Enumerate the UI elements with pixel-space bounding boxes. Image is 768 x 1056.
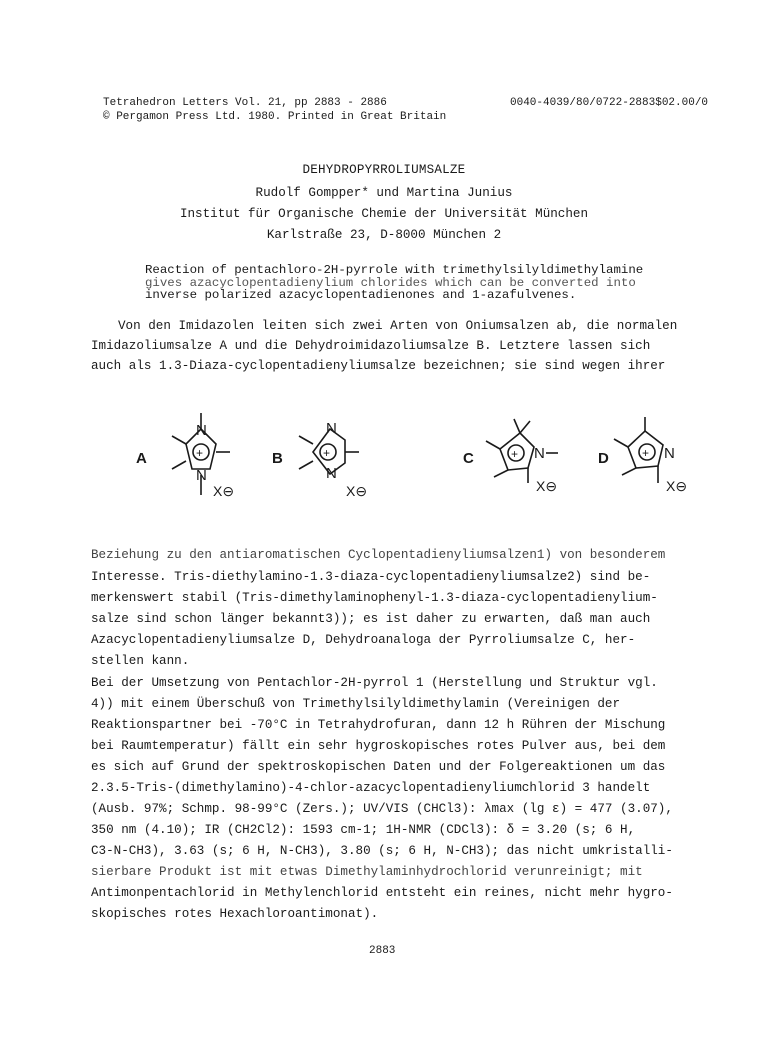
- institution: Institut für Organische Chemie der Universität München: [179, 207, 589, 221]
- article-code: 0040-4039/80/0722-2883$02.00/0: [510, 97, 709, 109]
- address: Karlstraße 23, D-8000 München 2: [266, 228, 502, 242]
- label-a: A: [136, 450, 147, 467]
- journal-line: Tetrahedron Letters Vol. 21, pp 2883 - 2886: [103, 97, 387, 109]
- paper-title: DEHYDROPYRROLIUMSALZE: [302, 163, 466, 177]
- atom-n: N: [196, 422, 207, 439]
- publisher-line: © Pergamon Press Ltd. 1980. Printed in Great Britain: [103, 111, 447, 123]
- body-line: merkenswert stabil (Tris-dimethylaminophenyl-1.3-diaza-cyclopentadienylium-: [91, 591, 658, 605]
- body-line: C3-N-CH3), 3.63 (s; 6 H, N-CH3), 3.80 (s; 6 H, N-CH3); das nicht umkristalli-: [91, 844, 673, 858]
- body-line: skopisches rotes Hexachloroantimonat).: [91, 907, 379, 921]
- anion-d: X⊖: [666, 478, 688, 494]
- atom-n: N: [196, 467, 207, 484]
- body-line: Bei der Umsetzung von Pentachlor-2H-pyrrol 1 (Herstellung und Struktur vgl.: [91, 676, 658, 690]
- anion-c: X⊖: [536, 478, 558, 494]
- body-line: es sich auf Grund der spektroskopischen Daten und der Folgereaktionen um das: [91, 760, 666, 774]
- body-line: sierbare Produkt ist mit etwas Dimethylaminhydrochlorid verunreinigt; mit: [91, 865, 643, 879]
- anion-a: X⊖: [213, 483, 235, 499]
- body-line: salze sind schon länger bekannt3)); es ist daher zu erwarten, daß man auch: [91, 612, 651, 626]
- page-number: 2883: [369, 945, 396, 957]
- svg-text:+: +: [642, 446, 650, 460]
- intro-line: Von den Imidazolen leiten sich zwei Arten von Oniumsalzen ab, die normalen: [118, 319, 678, 333]
- svg-text:+: +: [511, 447, 519, 461]
- body-line: Beziehung zu den antiaromatischen Cyclopentadienyliumsalzen1) von besonderem: [91, 548, 666, 562]
- label-b: B: [272, 450, 283, 467]
- label-c: C: [463, 450, 474, 467]
- body-line: (Ausb. 97%; Schmp. 98-99°C (Zers.); UV/VIS (CHCl3): λmax (lg ε) = 477 (3.07),: [91, 802, 673, 816]
- svg-text:+: +: [196, 446, 204, 460]
- structure-d: [614, 417, 663, 483]
- label-d: D: [598, 450, 609, 467]
- body-line: Interesse. Tris-diethylamino-1.3-diaza-cyclopentadienyliumsalze2) sind be-: [91, 570, 651, 584]
- atom-n: N: [326, 465, 337, 482]
- structures-figure: [0, 405, 768, 520]
- structure-c: [486, 419, 558, 483]
- atom-n: N: [326, 420, 337, 437]
- atom-n: N: [664, 445, 675, 462]
- authors: Rudolf Gompper* und Martina Junius: [255, 186, 513, 200]
- body-line: bei Raumtemperatur) fällt ein sehr hygroskopisches rotes Pulver aus, bei dem: [91, 739, 666, 753]
- svg-text:+: +: [323, 446, 331, 460]
- atom-n: N: [534, 445, 545, 462]
- abstract-line: Reaction of pentachloro-2H-pyrrole with trimethylsilyldimethylamine: [145, 263, 644, 277]
- body-line: 2.3.5-Tris-(dimethylamino)-4-chlor-azacyclopentadienyliumchlorid 3 handelt: [91, 781, 651, 795]
- anion-b: X⊖: [346, 483, 368, 499]
- abstract-line: gives azacyclopentadienylium chlorides which can be converted into: [145, 276, 636, 290]
- intro-line: Imidazoliumsalze A und die Dehydroimidazoliumsalze B. Letztere lassen sich: [91, 339, 651, 353]
- body-line: Reaktionspartner bei -70°C in Tetrahydrofuran, dann 12 h Rühren der Mischung: [91, 718, 666, 732]
- body-line: Azacyclopentadienyliumsalze D, Dehydroanaloga der Pyrroliumsalze C, her-: [91, 633, 636, 647]
- body-line: stellen kann.: [91, 654, 190, 668]
- body-line: 350 nm (4.10); IR (CH2Cl2): 1593 cm-1; 1H-NMR (CDCl3): δ = 3.20 (s; 6 H,: [91, 823, 636, 837]
- body-line: Antimonpentachlorid in Methylenchlorid entsteht ein reines, nicht mehr hygro-: [91, 886, 673, 900]
- abstract-line: inverse polarized azacyclopentadienones and 1-azafulvenes.: [145, 288, 577, 302]
- intro-line: auch als 1.3-Diaza-cyclopentadienyliumsalze bezeichnen; sie sind wegen ihrer: [91, 359, 666, 373]
- body-line: 4)) mit einem Überschuß von Trimethylsilyldimethylamin (Vereinigen der: [91, 697, 621, 711]
